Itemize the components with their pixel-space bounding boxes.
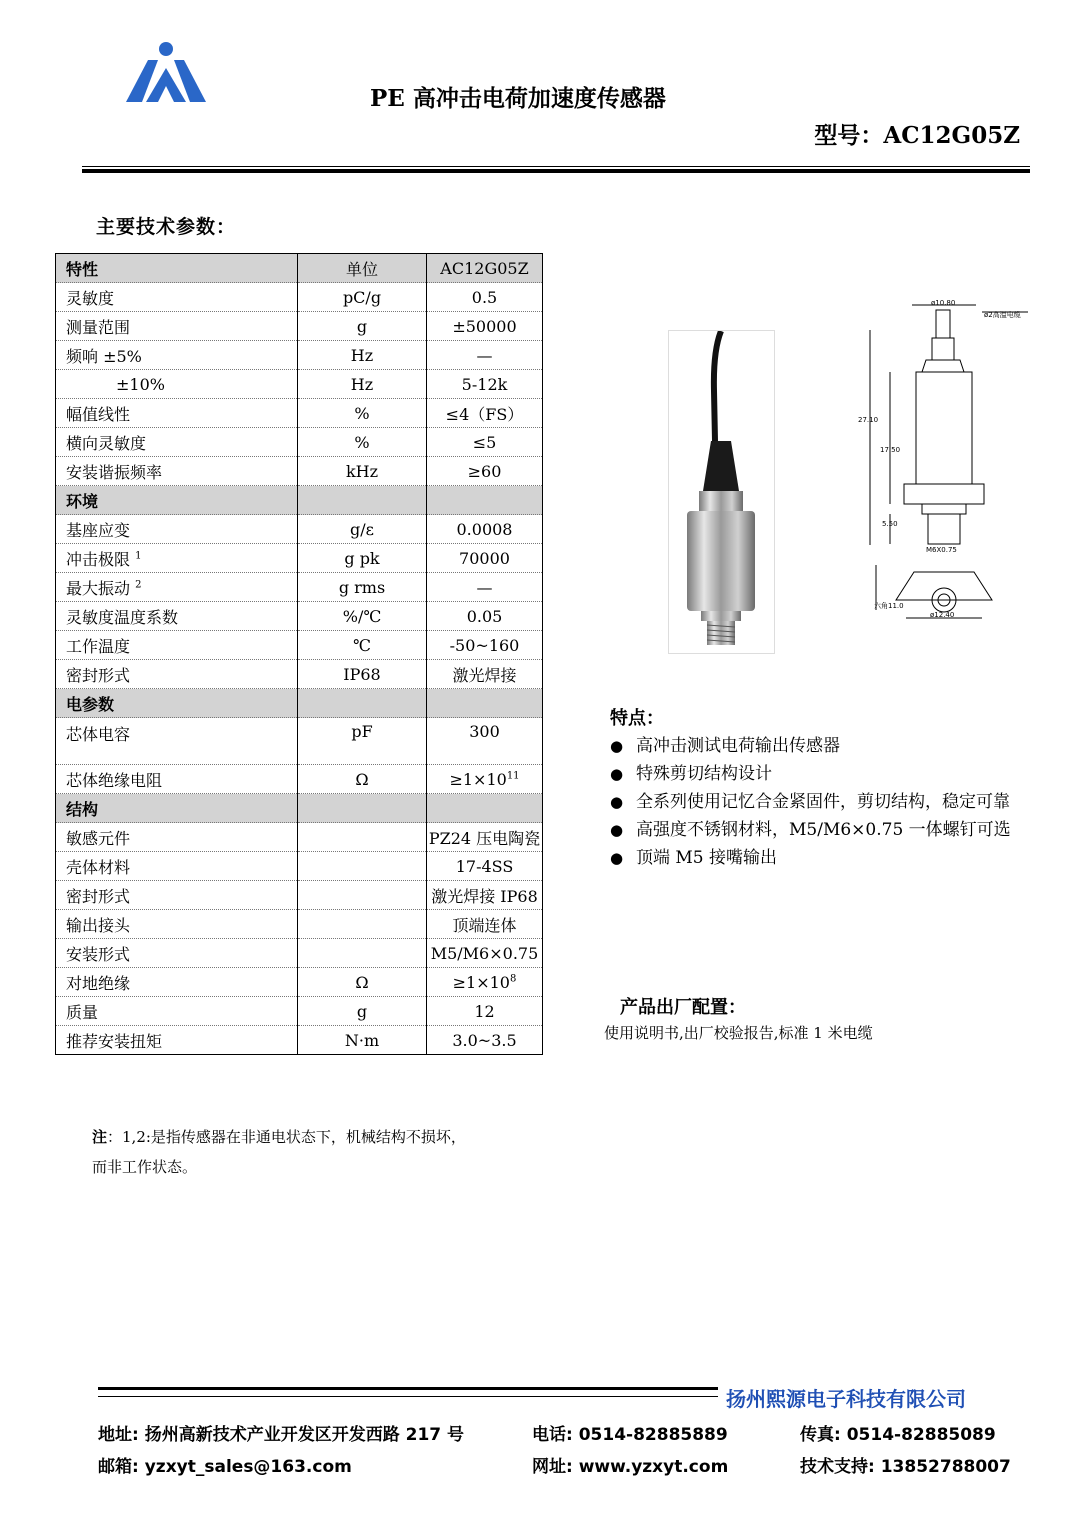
spec-value [427,718,543,765]
spec-unit: % [298,399,427,428]
spec-value [427,968,543,997]
spec-property [56,457,298,486]
phone: 电话: 0514-82885889 [532,1425,728,1445]
spec-value [427,312,543,341]
spec-value-text: 顶端连体 [452,915,517,935]
website: 网址: www.yzxyt.com [532,1457,729,1477]
spec-value-text: 300 [469,722,500,741]
feature-item: ● 高强度不锈钢材料，M5/M6×0.75 一体螺钉可选 [610,816,1070,844]
spec-value-text: M5/M6×0.75 [430,943,539,963]
footnote-ref: 1 [135,550,142,562]
dim-diameter-label: ø10.80 [931,300,956,307]
company-name: 扬州熙源电子科技有限公司 [726,1387,966,1411]
spec-property [56,968,298,997]
support-phone: 技术支持: 13852788007 [800,1457,1011,1477]
spec-unit [298,910,427,939]
spec-row [56,312,543,341]
spec-empty-cell [427,794,543,823]
spec-property [56,1026,298,1055]
spec-value [427,515,543,544]
spec-property [56,544,298,573]
spec-row [56,939,543,968]
config-heading: 产品出厂配置： [620,997,746,1018]
email: 邮箱: yzxyt_sales@163.com [98,1457,352,1477]
spec-section-label: 环境 [56,486,298,515]
dim-hex-label: 六角11.0 [874,602,904,610]
feature-item: ● 特殊剪切结构设计 [610,760,1070,788]
spec-unit: Hz [298,341,427,370]
spec-property-label: 频响 ±5% [66,346,142,366]
spec-property-label: 灵敏度 [66,288,115,308]
feature-item: ● 顶端 M5 接嘴输出 [610,844,1070,872]
spec-unit: N·m [298,1026,427,1055]
spec-property [56,283,298,312]
spec-property-label: 对地绝缘 [66,973,131,993]
spec-unit [298,881,427,910]
fax: 传真: 0514-82885089 [800,1425,996,1445]
footnote [92,1122,632,1182]
dim-body-label: 17.50 [880,446,901,454]
spec-header-cell: 单位 [298,254,427,283]
spec-row [56,852,543,881]
spec-property [56,765,298,794]
spec-value [427,573,543,602]
spec-empty-cell [427,486,543,515]
spec-value-text: -50~160 [449,635,520,655]
spec-value-text: 0.0008 [456,519,513,539]
dim-base-diameter-label: ø12.40 [930,611,955,619]
spec-row [56,881,543,910]
spec-row [56,718,543,765]
spec-value-text: 5-12k [461,374,508,394]
spec-section-label: 电参数 [56,689,298,718]
spec-row [56,765,543,794]
spec-unit: g [298,312,427,341]
spec-value [427,1026,543,1055]
spec-row [56,997,543,1026]
spec-value [427,852,543,881]
spec-property [56,515,298,544]
spec-row [56,602,543,631]
spec-row [56,631,543,660]
spec-row [56,399,543,428]
spec-property [56,718,298,765]
spec-property [56,399,298,428]
spec-row [56,910,543,939]
spec-value [427,631,543,660]
spec-unit: Hz [298,370,427,399]
spec-value-text: 17-4SS [455,856,514,876]
spec-value-text: ≤4（FS） [445,404,524,424]
spec-value-text: 12 [474,1001,495,1021]
note-text: ：1,2:是指传感器在非通电状态下，机械结构不损坏， [107,1128,466,1146]
spec-value [427,765,543,794]
spec-section-row [56,689,543,718]
spec-header-cell: 特性 [56,254,298,283]
config-text: 使用说明书,出厂校验报告,标准 1 米电缆 [604,1024,873,1042]
spec-property [56,370,298,399]
spec-property-label: 最大振动 [66,578,131,598]
spec-value-text: 0.5 [471,287,498,307]
spec-value-text: ≥1×10 [452,972,510,992]
spec-empty-cell [298,486,427,515]
document-title: PE 高冲击电荷加速度传感器 [370,85,666,112]
spec-property [56,881,298,910]
header-divider-thin [82,166,1030,167]
spec-row [56,283,543,312]
spec-row [56,823,543,852]
spec-row [56,428,543,457]
spec-property-label: 芯体电容 [66,725,131,744]
dim-thread-len-label: 5.50 [882,520,898,528]
dimension-drawing [856,300,1036,625]
spec-unit: g pk [298,544,427,573]
spec-row [56,457,543,486]
spec-empty-cell [298,689,427,718]
spec-value [427,428,543,457]
spec-unit: g/ε [298,515,427,544]
footnote-ref: 2 [135,579,142,591]
spec-value [427,370,543,399]
spec-value-exponent: 8 [509,973,517,985]
spec-value [427,660,543,689]
spec-property [56,823,298,852]
spec-property [56,939,298,968]
params-heading: 主要技术参数： [96,216,237,238]
spec-unit [298,823,427,852]
spec-value [427,544,543,573]
spec-value-text: — [476,577,493,597]
spec-property-label: ±10% [116,374,165,394]
spec-value [427,341,543,370]
spec-section-label: 结构 [56,794,298,823]
spec-value [427,457,543,486]
spec-value [427,939,543,968]
spec-section-row [56,794,543,823]
spec-unit: ℃ [298,631,427,660]
spec-row [56,1026,543,1055]
spec-unit: % [298,428,427,457]
spec-property-label: 密封形式 [66,886,131,906]
spec-property-label: 输出接头 [66,915,131,935]
spec-property-label: 基座应变 [66,520,131,540]
spec-property [56,631,298,660]
footer-divider [98,1387,718,1397]
model-number: 型号：AC12G05Z [814,122,1020,149]
spec-value-text: 激光焊接 [452,665,517,685]
spec-value [427,823,543,852]
spec-value [427,602,543,631]
spec-value [427,910,543,939]
spec-property-label: 安装形式 [66,944,131,964]
spec-header-cell: AC12G05Z [427,254,543,283]
spec-unit: IP68 [298,660,427,689]
spec-property [56,852,298,881]
spec-property-label: 横向灵敏度 [66,433,147,453]
spec-table [55,253,543,1055]
spec-property-label: 芯体绝缘电阻 [66,770,163,790]
spec-value-text: PZ24 压电陶瓷 [428,828,541,848]
address: 地址: 扬州高新技术产业开发区开发西路 217 号 [98,1425,465,1445]
dim-thread-label: M6X0.75 [926,546,957,554]
spec-property [56,910,298,939]
spec-property [56,312,298,341]
spec-property [56,997,298,1026]
spec-row [56,544,543,573]
spec-property-label: 推荐安装扭矩 [66,1031,163,1051]
spec-value-text: — [476,345,493,365]
spec-value-text: 70000 [459,548,510,568]
product-photo [668,330,775,654]
spec-empty-cell [427,689,543,718]
note-text-2: 而非工作状态。 [92,1158,198,1176]
header-divider-thick [82,169,1030,173]
feature-item: ● 全系列使用记忆合金紧固件，剪切结构，稳定可靠 [610,788,1070,816]
dim-height-label: 27.10 [858,416,879,424]
spec-value-text: ≥60 [467,461,502,481]
spec-row [56,573,543,602]
spec-property-label: 壳体材料 [66,857,131,877]
spec-value-text: ≥1×10 [449,769,507,789]
spec-property [56,573,298,602]
spec-unit [298,852,427,881]
note-label: 注 [92,1128,108,1146]
spec-unit: pC/g [298,283,427,312]
spec-value [427,283,543,312]
feature-item: ● 高冲击测试电荷输出传感器 [610,732,1070,760]
features-list [610,732,1070,872]
spec-row [56,515,543,544]
spec-property-label: 工作温度 [66,636,131,656]
spec-value-text: 3.0~3.5 [452,1030,517,1050]
dim-cable-label: ø2高温电缆 [984,311,1021,319]
spec-property-label: 冲击极限 [66,549,131,569]
spec-property [56,341,298,370]
spec-property-label: 灵敏度温度系数 [66,607,179,627]
spec-value-text: ≤5 [472,432,497,452]
spec-value-exponent: 11 [506,770,520,782]
spec-value-text: 激光焊接 IP68 [431,886,538,906]
spec-value [427,997,543,1026]
spec-property-label: 质量 [66,1002,99,1022]
spec-unit [298,939,427,968]
spec-unit: g [298,997,427,1026]
spec-empty-cell [298,794,427,823]
spec-value [427,399,543,428]
spec-unit: pF [298,718,427,765]
features-heading: 特点： [610,708,664,729]
spec-property-label: 密封形式 [66,665,131,685]
company-logo [124,40,208,104]
spec-property-label: 敏感元件 [66,828,131,848]
spec-row [56,341,543,370]
spec-property [56,660,298,689]
spec-property [56,428,298,457]
spec-unit: Ω [298,968,427,997]
spec-unit: Ω [298,765,427,794]
spec-row [56,370,543,399]
spec-value [427,881,543,910]
spec-table-header [56,254,543,283]
spec-row [56,968,543,997]
spec-unit: %/℃ [298,602,427,631]
spec-property-label: 安装谐振频率 [66,462,163,482]
spec-row [56,660,543,689]
spec-unit: kHz [298,457,427,486]
spec-property [56,602,298,631]
spec-section-row [56,486,543,515]
spec-property-label: 幅值线性 [66,404,131,424]
spec-unit: g rms [298,573,427,602]
spec-value-text: 0.05 [466,606,503,626]
spec-value-text: ±50000 [452,316,517,336]
spec-property-label: 测量范围 [66,317,131,337]
